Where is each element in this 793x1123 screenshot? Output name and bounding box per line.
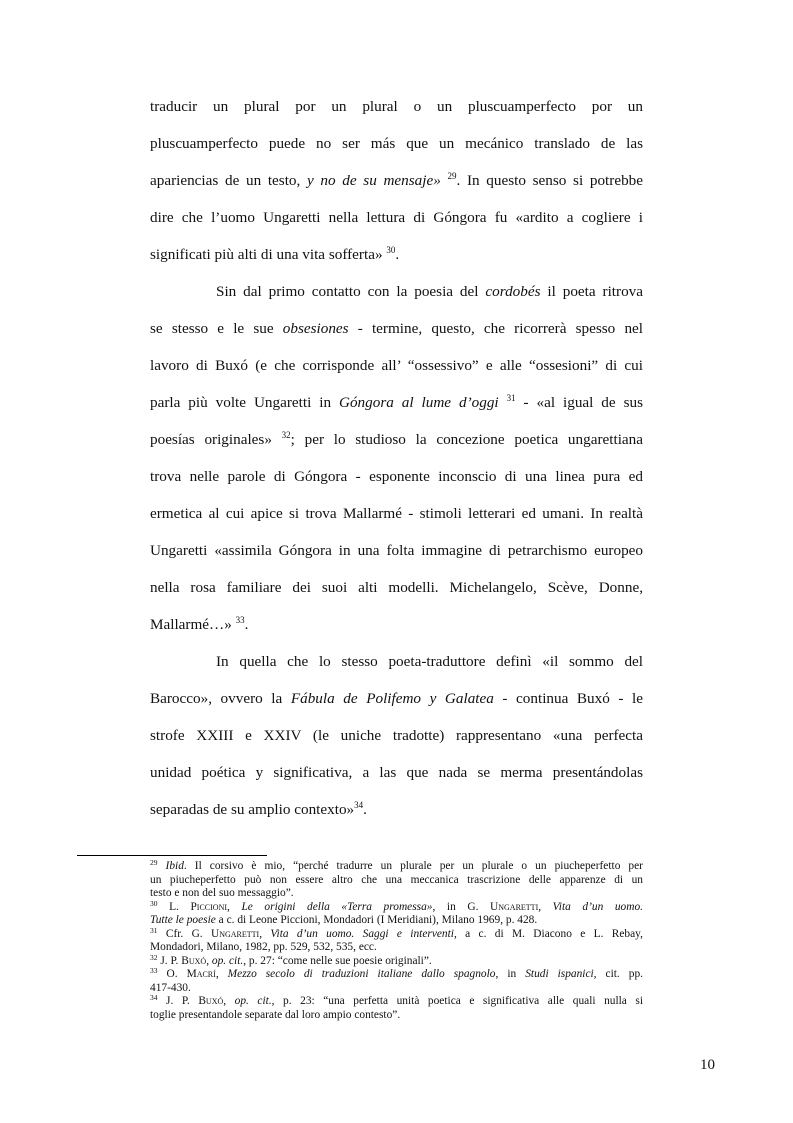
- footnote-32: $^{32}$ J. P. Buxó, op. cit., p. 27: “come nelle sue poesie originali”.: [150, 952, 432, 967]
- footnote-separator: [77, 855, 267, 856]
- footnote-line: Mondadori, Milano, 1982, pp. 529, 532, 535, ecc.: [150, 941, 377, 953]
- footnote-29: $^{29}$ Ibid. Il corsivo è mio, “perché tradurre un plurale per un plurale o un piucheperfetto per: [150, 858, 643, 872]
- body-line: nella rosa familiare dei suoi alti modelli. Michelangelo, Scève, Donne,: [150, 579, 643, 596]
- body-line: se stesso e le sue obsesiones - termine, questo, che ricorrerà spesso nel: [150, 320, 644, 337]
- body-line: In quella che lo stesso poeta-traduttore definì «il sommo del: [216, 653, 643, 670]
- body-line: poesías originales» $^{32}$; per lo studioso la concezione poetica ungarettiana: [150, 430, 643, 448]
- body-line: apariencias de un testo, y no de su mensaje» $^{29}$. In questo senso si potrebbe: [150, 171, 643, 189]
- body-text: [150, 88, 643, 828]
- body-line: Ungaretti «assimila Góngora in una folta immagine di petrarchismo europeo: [150, 542, 643, 559]
- footnote-33: $^{33}$ O. Macrí, Mezzo secolo di traduzioni italiane dallo spagnolo, in Studi ispanici, cit. pp.: [150, 966, 643, 980]
- body-line: Mallarmé…» $^{33}$.: [150, 615, 249, 633]
- body-line: lavoro di Buxó (e che corrisponde all’ “ossessivo” e alle “ossesioni” di cui: [150, 357, 643, 374]
- body-line: Sin dal primo contatto con la poesia del cordobés il poeta ritrova: [216, 283, 643, 300]
- body-line: separadas de su amplio contexto»$^{34}$.: [150, 800, 367, 818]
- footnote-line: testo e non del suo messaggio”.: [150, 887, 294, 899]
- footnote-ref-34[interactable]: 34: [354, 800, 364, 810]
- footnote-30: $^{30}$ L. Piccioni, Le origini della «Terra promessa», in G. Ungaretti, Vita d’un uomo.: [150, 898, 644, 913]
- footnotes: [150, 860, 643, 1022]
- page-number: 10: [700, 1057, 715, 1073]
- body-line: pluscuamperfecto puede no ser más que un mecánico translado de las: [150, 135, 643, 152]
- body-line: unidad poética y significativa, a las que nada se merma presentándolas: [150, 764, 643, 781]
- body-line: Barocco», ovvero la Fábula de Polifemo y Galatea - continua Buxó - le: [150, 690, 643, 707]
- body-line: parla più volte Ungaretti in Góngora al lume d’oggi $^{31}$ - «al igual de sus: [150, 393, 643, 411]
- footnote-ref-32[interactable]: 32: [281, 430, 291, 440]
- footnote-line: 417-430.: [150, 981, 191, 994]
- body-line: ermetica al cui apice si trova Mallarmé - stimoli letterari ed umani. In realtà: [150, 505, 643, 522]
- footnote-34: $^{34}$ J. P. Buxó, op. cit., p. 23: “una perfetta unità poetica e significativa alle quali nulla si: [150, 993, 643, 1007]
- footnote-ref-31[interactable]: 31: [506, 393, 516, 403]
- body-line: trova nelle parole di Góngora - esponente inconscio di una linea pura ed: [150, 468, 643, 485]
- footnote-line: toglie presentandole separate dal loro ampio contesto”.: [150, 1008, 401, 1021]
- footnote-line: Tutte le poesie a c. di Leone Piccioni, Mondadori (I Meridiani), Milano 1969, p. 428.: [150, 914, 538, 926]
- footnote-31: $^{31}$ Cfr. G. Ungaretti, Vita d’un uomo. Saggi e interventi, a c. di M. Diacono e L. Rebay,: [150, 925, 643, 940]
- footnote-line: un piucheperfetto può non essere altro che una meccanica trascrizione delle apparenze di un: [150, 873, 643, 886]
- body-line: strofe XXIII e XXIV (le uniche tradotte) rappresentano «una perfecta: [150, 727, 643, 744]
- body-line: significati più alti di una vita sofferta» $^{30}$.: [150, 245, 400, 263]
- body-line: traducir un plural por un plural o un pluscuamperfecto por un: [150, 98, 643, 115]
- footnote-ref-30[interactable]: 30: [386, 245, 396, 255]
- body-line: dire che l’uomo Ungaretti nella lettura di Góngora fu «ardito a cogliere i: [150, 209, 643, 226]
- footnote-ref-33[interactable]: 33: [235, 615, 245, 625]
- footnote-ref-29[interactable]: 29: [447, 171, 457, 181]
